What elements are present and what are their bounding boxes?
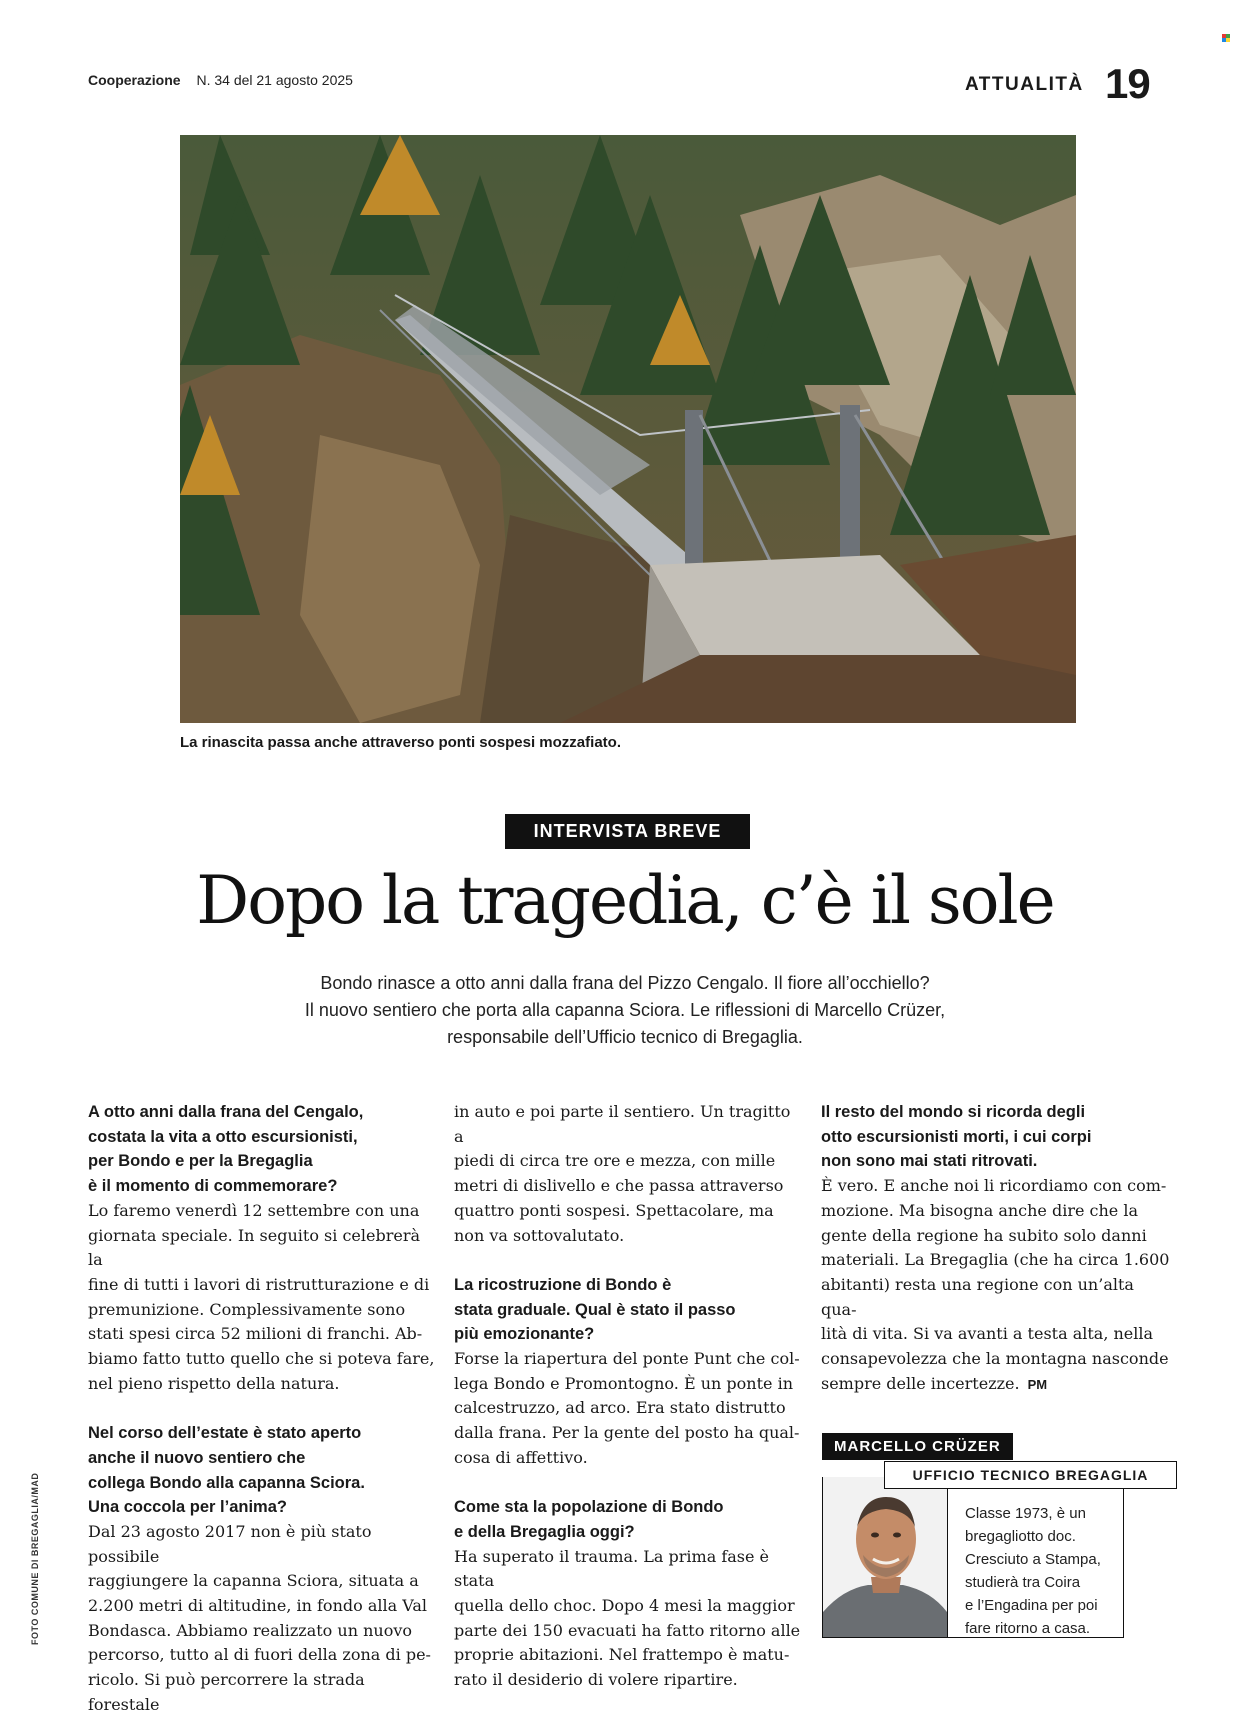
bio-line: Classe 1973, è un [965,1505,1086,1522]
question-line: per Bondo e per la Bregaglia [88,1152,313,1171]
answer-line: stati spesi circa 52 milioni di franchi. Ab- [88,1324,423,1344]
lead-line: responsabile dell’Ufficio tecnico di Bregaglia. [447,1027,803,1047]
answer-line: piedi di circa tre ore e mezza, con mille [454,1151,776,1171]
answer-line: raggiungere la capanna Sciora, situata a [88,1571,419,1591]
answer-line: non va sottovalutato. [454,1225,625,1245]
question [88,1421,435,1520]
question [88,1100,435,1199]
bio-role: UFFICIO TECNICO BREGAGLIA [884,1461,1177,1489]
answer-line: calcestruzzo, ad arco. Era stato distrutto [454,1398,786,1418]
bio-line: bregagliotto doc. [965,1528,1076,1545]
portrait-photo [823,1477,948,1637]
answer-line: in auto e poi parte il sentiero. Un tragitto a [454,1102,791,1146]
article-column-1 [88,1100,435,1718]
bio-name: MARCELLO CRÜZER [822,1433,1013,1460]
question-line: stata graduale. Qual è stato il passo [454,1300,736,1319]
section-label: ATTUALITÀ [965,74,1084,95]
bio-line: fare ritorno a casa. [965,1620,1091,1637]
question-line: otto escursionisti morti, i cui corpi [821,1127,1092,1146]
answer [454,1100,801,1248]
bio-line: e l’Engadina per poi [965,1597,1098,1614]
answer-line: biamo fatto tutto quello che si poteva fare, [88,1349,435,1369]
answer-line: rato il desiderio di volere ripartire. [454,1670,738,1690]
answer-line: consapevolezza che la montagna nasconde [821,1349,1169,1369]
answer-line: quattro ponti sospesi. Spettacolare, ma [454,1200,774,1220]
question [454,1495,801,1544]
answer-line: dalla frana. Per la gente del posto ha qual- [454,1423,800,1443]
question-line: Il resto del mondo si ricorda degli [821,1103,1086,1121]
bio-box [822,1477,1124,1638]
answer [821,1174,1171,1397]
question-line: più emozionante? [454,1325,595,1344]
bio-line: Cresciuto a Stampa, [965,1551,1101,1568]
bio-text [965,1502,1125,1640]
issue-info: N. 34 del 21 agosto 2025 [196,72,353,88]
answer-line: Forse la riapertura del ponte Punt che col- [454,1349,800,1369]
color-registration-mark [1222,34,1230,42]
question-line: Come sta la popolazione di Bondo [454,1498,724,1517]
answer [88,1520,435,1718]
question-line: non sono mai stati ritrovati. [821,1152,1038,1171]
answer-line: nel pieno rispetto della natura. [88,1373,340,1393]
answer-line-text: sempre delle incertezze. [821,1373,1020,1393]
question-line: collega Bondo alla capanna Sciora. [88,1473,365,1492]
masthead [88,72,353,88]
answer-line: gente della regione ha subito solo danni [821,1225,1147,1245]
answer-line: materiali. La Bregaglia (che ha circa 1.600 [821,1250,1170,1270]
answer-line: Ha superato il trauma. La prima fase è stata [454,1546,770,1591]
answer-line: 2.200 metri di altitudine, in fondo alla Val [88,1596,427,1616]
answer-line: premunizione. Complessivamente sono [88,1299,406,1319]
answer [88,1199,435,1397]
bio-line: studierà tra Coira [965,1574,1081,1591]
answer-line: Lo faremo venerdì 12 settembre con una [88,1200,420,1220]
article-column-2 [454,1100,801,1693]
page-number: 19 [1105,60,1150,107]
photo-credit: FOTO COMUNE DI BREGAGLIA/MAD [30,1472,40,1645]
answer-line: quella dello choc. Dopo 4 mesi la maggior [454,1596,795,1616]
answer-line: Bondasca. Abbiamo realizzato un nuovo [88,1620,412,1640]
answer-line: abitanti) resta una regione con un’alta qua- [821,1274,1134,1319]
publication-name: Cooperazione [88,72,181,88]
question-line: Nel corso dell’estate è stato aperto [88,1424,362,1443]
answer-line: metri di dislivello e che passa attraverso [454,1176,784,1196]
article-lead [240,970,1010,1051]
suspension-bridge-photo [180,135,1076,723]
article-column-3 [821,1100,1171,1397]
answer [454,1347,801,1471]
answer-line: lità di vita. Si va avanti a testa alta, nella [821,1324,1154,1344]
answer-line [821,1372,1171,1398]
answer-line: parte dei 150 evacuati ha fatto ritorno alle [454,1620,801,1640]
question-line: è il momento di commemorare? [88,1177,338,1196]
question-line: e della Bregaglia oggi? [454,1522,635,1541]
question-line: Una coccola per l’anima? [88,1498,287,1517]
question [821,1100,1171,1174]
question-line: costata la vita a otto escursionisti, [88,1127,358,1146]
photo-caption: La rinascita passa anche attraverso ponti sospesi mozzafiato. [180,734,621,751]
question-line: anche il nuovo sentiero che [88,1448,306,1467]
answer-line: È vero. E anche noi li ricordiamo con com- [821,1176,1167,1196]
answer-line: cosa di affettivo. [454,1447,588,1467]
answer-line: lega Bondo e Promontogno. È un ponte in [454,1373,793,1393]
article-title: Dopo la tragedia, c’è il sole [196,862,1054,939]
question [454,1273,801,1347]
answer-line: proprie abitazioni. Nel frattempo è matu- [454,1645,790,1665]
lead-line: Bondo rinasce a otto anni dalla frana del Pizzo Cengalo. Il fiore all’occhiello? [320,973,930,993]
question-line: La ricostruzione di Bondo è [454,1275,672,1294]
answer [454,1545,801,1693]
answer-line: fine di tutti i lavori di ristrutturazione e di [88,1274,430,1294]
question-line: A otto anni dalla frana del Cengalo, [88,1103,364,1121]
answer-line: Dal 23 agosto 2017 non è più stato possibile [88,1521,372,1566]
answer-line: mozione. Ma bisogna anche dire che la [821,1200,1139,1220]
answer-line: ricolo. Si può percorrere la strada forestale [88,1670,365,1714]
answer-line: giornata speciale. In seguito si celebrerà la [88,1225,421,1270]
author-signature: PM [1027,1376,1048,1392]
kicker-label: INTERVISTA BREVE [505,814,750,849]
answer-line: percorso, tutto al di fuori della zona di pe- [88,1645,431,1665]
lead-line: Il nuovo sentiero che porta alla capanna Sciora. Le riflessioni di Marcello Crüzer, [304,1000,946,1020]
